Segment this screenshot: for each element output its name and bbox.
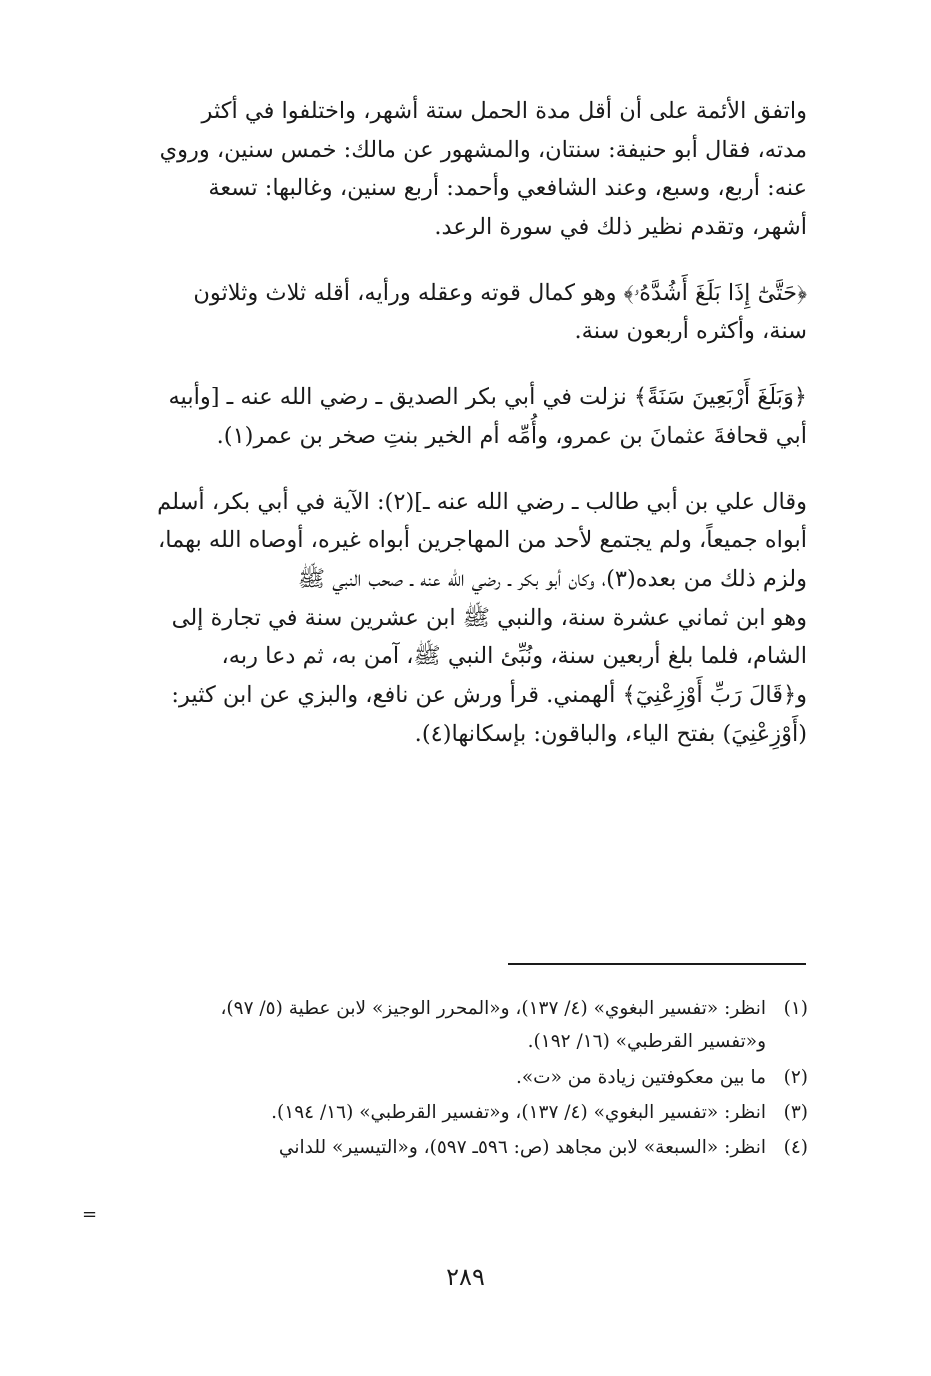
text-line: (أَوْزِعْنِيَ) بفتح الياء، والباقون: بإسكانها(٤). [414, 720, 807, 747]
footnote [88, 1061, 808, 1094]
footnote-number: (٤) [783, 1137, 808, 1159]
text-line: أبي قحافةَ عثمانَ بن عمرو، وأُمِّه أم الخير بنتِ صخر بن عمر(١). [216, 422, 807, 449]
text-line: عنه: أربع، وسبع، وعند الشافعي وأحمد: أربع سنين، وغالبها: تسعة [208, 175, 807, 202]
text-line: وقال علي بن أبي طالب ـ رضي الله عنه ـ](٢): الآية في أبي بكر، أسلم [157, 488, 807, 515]
footnote-text [88, 1131, 766, 1164]
page-number: ٢٨٩ [446, 1263, 485, 1291]
footnote-text [88, 992, 766, 1059]
footnote-number: (٢) [783, 1066, 808, 1088]
footnote-line: انظر: «السبعة» لابن مجاهد (ص: ٥٩٦ـ ٥٩٧)، و«التيسير» للداني [278, 1137, 766, 1159]
footnote-line: ما بين معكوفتين زيادة من «ت». [515, 1066, 766, 1088]
text-line: ﴿وَبَلَغَ أَرْبَعِينَ سَنَةً﴾ نزلت في أبي بكر الصديق ـ رضي الله عنه ـ [وأبيه [168, 384, 807, 411]
footnote-line: انظر: «تفسير البغوي» (٤/ ١٣٧)، و«تفسير القرطبي» (١٦/ ١٩٤). [271, 1101, 766, 1123]
text-line: أشهر، وتقدم نظير ذلك في سورة الرعد. [434, 214, 807, 241]
footnote [88, 1131, 808, 1164]
text-line: مدته، فقال أبو حنيفة: سنتان، والمشهور عن مالك: خمس سنين، وروي [159, 136, 807, 163]
footnote [88, 992, 808, 1059]
text-line: و﴿قَالَ رَبِّ أَوْزِعْنِيٓ﴾ ألهمني. قرأ ورش عن نافع، والبزي عن ابن كثير: [171, 681, 807, 708]
text-line: سنة، وأكثره أربعون سنة. [574, 318, 807, 345]
footnotes [88, 992, 808, 1166]
footnote-line: انظر: «تفسير البغوي» (٤/ ١٣٧)، و«المحرر الوجيز» لابن عطية (٥/ ٩٧)، [220, 998, 766, 1019]
text-line: أبواه جميعاً، ولم يجتمع لأحد من المهاجرين أبواه غيره، أوصاه الله بهما، [157, 527, 807, 554]
text-line: الشام، فلما بلغ أربعين سنة، ونُبِّئ النبي ﷺ، آمن به، ثم دعا ربه، [221, 643, 807, 670]
footnote-line: و«تفسير القرطبي» (١٦/ ١٩٢). [527, 1031, 766, 1053]
footnote [88, 1096, 808, 1129]
text-line: واتفق الأئمة على أن أقل مدة الحمل ستة أشهر، واختلفوا في أكثر [201, 98, 807, 124]
paragraph-ali-quote [95, 483, 807, 754]
paragraph-full-strength [95, 274, 807, 351]
footnote-continuation-mark: = [82, 1204, 98, 1225]
paragraph-pregnancy-duration [95, 92, 807, 247]
text-line: ولزم ذلك من بعده(٣)، وكان أبو بكر ـ رضي الله عنه ـ صحب النبي ﷺ [297, 565, 807, 592]
main-text [95, 92, 807, 780]
footnote-text [88, 1096, 766, 1129]
footnote-number: (٣) [783, 1101, 808, 1123]
footnote-text [88, 1061, 766, 1094]
paragraph-forty-years [95, 378, 807, 455]
footnote-separator [508, 963, 806, 965]
text-line: ﴿حَتَّىٰٓ إِذَا بَلَغَ أَشُدَّهُۥ﴾ وهو كمال قوته وعقله ورأيه، أقله ثلاث وثلاثون [193, 279, 807, 306]
text-line: وهو ابن ثماني عشرة سنة، والنبي ﷺ ابن عشرين سنة في تجارة إلى [171, 604, 807, 631]
footnote-number: (١) [783, 998, 808, 1019]
